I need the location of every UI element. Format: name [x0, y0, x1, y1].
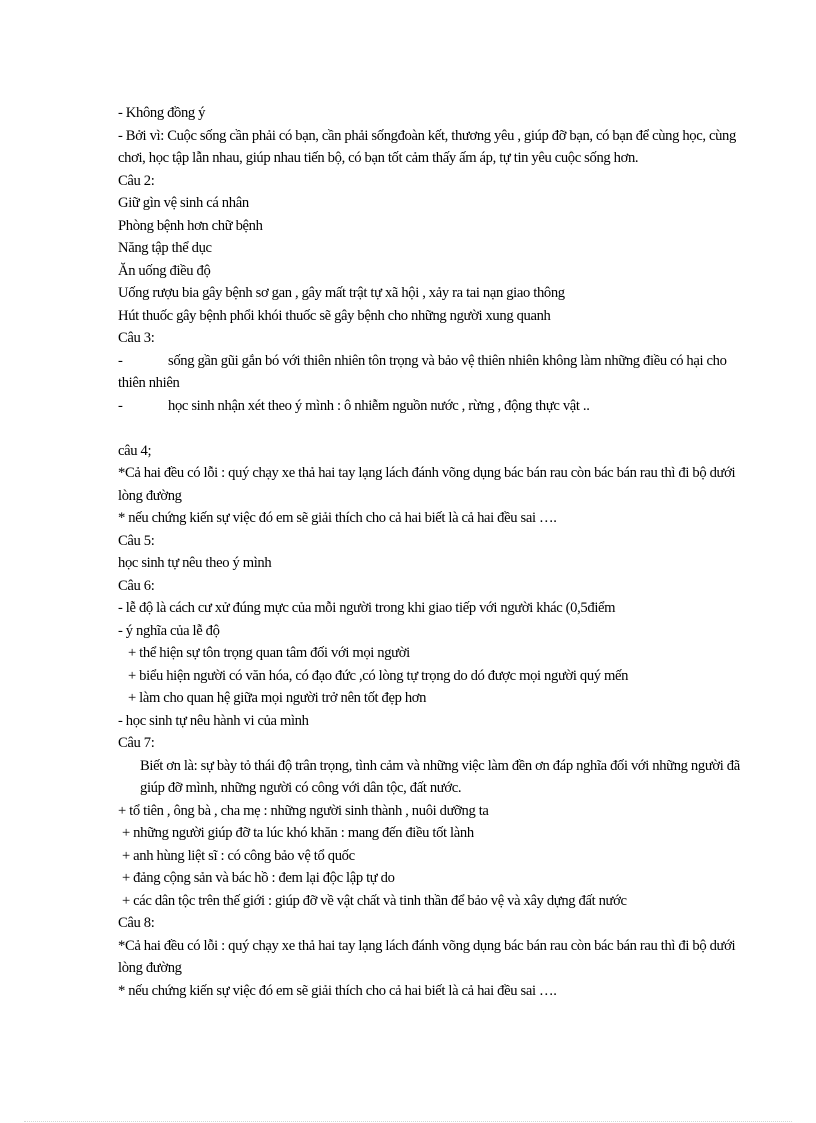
answer-line: Giữ gìn vệ sinh cá nhân — [118, 195, 249, 211]
answer-line: Năng tập thể dục — [118, 240, 212, 256]
question-heading: Câu 7: — [118, 735, 155, 751]
question-heading: Câu 8: — [118, 915, 155, 931]
question-heading: Câu 3: — [118, 330, 155, 346]
answer-line: Ăn uống điều độ — [118, 262, 211, 279]
answer-line: + tổ tiên , ông bà , cha mẹ : những người sinh thành , nuôi dưỡng ta — [118, 802, 489, 819]
answer-paragraph: *Cả hai đều có lỗi : quý chạy xe thả hai tay lạng lách đánh võng dụng bác bán rau còn bác bán rau thì đi bộ dưới lòng đường — [118, 465, 736, 504]
sub-item: + thể hiện sự tôn trọng quan tâm đối với mọi người — [128, 645, 410, 661]
question-heading: Câu 6: — [118, 577, 155, 594]
bullet-text: học sinh nhận xét theo ý mình : ô nhiễm nguồn nước , rừng , động thực vật .. — [168, 397, 590, 414]
question-heading: Câu 2: — [118, 172, 155, 189]
sub-item: + làm cho quan hệ giữa mọi người trở nên tốt đẹp hơn — [128, 690, 427, 706]
answer-line: - ý nghĩa của lễ độ — [118, 622, 220, 639]
answer-line: Uống rượu bia gây bệnh sơ gan , gây mất trật tự xã hội , xảy ra tai nạn giao thông — [118, 285, 565, 301]
bullet-text: sống gần gũi gắn bó với thiên nhiên tôn trọng và bảo vệ thiên nhiên không làm những điều có hại cho — [168, 352, 727, 369]
answer-line: - Không đồng ý — [118, 105, 206, 121]
answer-paragraph: Biết ơn là: sự bày tỏ thái độ trân trọng, tình cảm và những việc làm đền ơn đáp nghĩa đối với những người đã giúp đỡ mình, những người có công với dân tộc, đất nước. — [140, 757, 740, 796]
document-body — [118, 102, 760, 1002]
page-bottom-rule — [24, 1121, 792, 1122]
sub-item: + các dân tộc trên thế giới : giúp đỡ về vật chất và tinh thần để bảo vệ và xây dựng đất nước — [122, 892, 627, 909]
bullet-item — [118, 395, 760, 418]
sub-item: + anh hùng liệt sĩ : có công bảo vệ tổ quốc — [122, 847, 355, 864]
answer-line: Phòng bệnh hơn chữ bệnh — [118, 217, 263, 234]
answer-line: * nếu chứng kiến sự việc đó em sẽ giải thích cho cả hai biết là cả hai đều sai …. — [118, 982, 557, 999]
bullet-mark: - — [118, 352, 123, 369]
answer-paragraph: - Bởi vì: Cuộc sống cần phải có bạn, cần phải sốngđoàn kết, thương yêu , giúp đỡ bạn, có bạn để cùng học, cùng chơi, học tập lẫn nhau, giúp nhau tiến bộ, có bạn tốt cảm thấy ấm áp, tự tin yêu cuộc sống hơn. — [118, 127, 736, 166]
answer-line: - học sinh tự nêu hành vi của mình — [118, 712, 309, 729]
sub-item: + đảng cộng sản và bác hồ : đem lại độc lập tự do — [122, 870, 395, 886]
answer-line: học sinh tự nêu theo ý mình — [118, 555, 272, 571]
sub-item: + biểu hiện người có văn hóa, có đạo đức ,có lòng tự trọng do dó được mọi người quý mến — [128, 667, 629, 684]
question-heading: câu 4; — [118, 442, 152, 459]
answer-line: - lễ độ là cách cư xử đúng mực của mỗi người trong khi giao tiếp với người khác (0,5điểm — [118, 600, 616, 616]
blank-line — [118, 417, 760, 440]
bullet-continuation: thiên nhiên — [118, 375, 180, 391]
question-heading: Câu 5: — [118, 532, 155, 549]
sub-item: + những người giúp đỡ ta lúc khó khăn : mang đến điều tốt lành — [122, 825, 474, 841]
bullet-mark: - — [118, 397, 123, 414]
answer-line: Hút thuốc gây bệnh phổi khói thuốc sẽ gây bệnh cho những người xung quanh — [118, 307, 551, 324]
answer-line: * nếu chứng kiến sự việc đó em sẽ giải thích cho cả hai biết là cả hai đều sai …. — [118, 510, 557, 526]
bullet-item — [118, 350, 760, 373]
answer-paragraph: *Cả hai đều có lỗi : quý chạy xe thả hai tay lạng lách đánh võng dụng bác bán rau còn bác bán rau thì đi bộ dưới lòng đường — [118, 937, 736, 976]
